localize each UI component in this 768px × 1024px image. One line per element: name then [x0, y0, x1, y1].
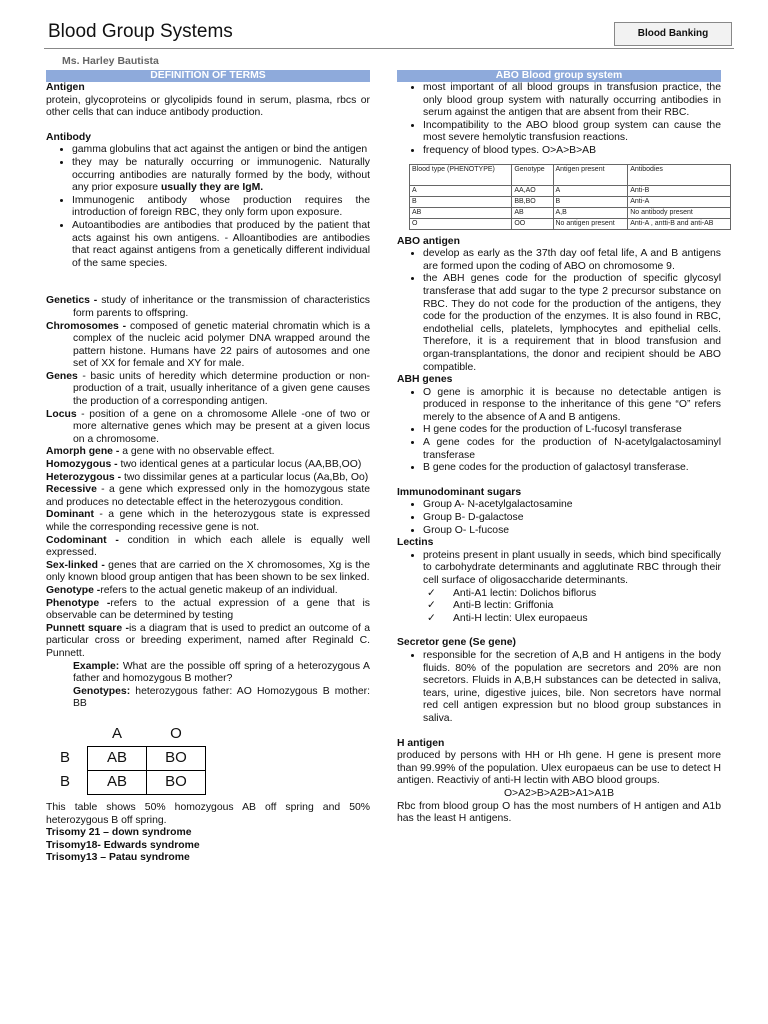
definition-band: DEFINITION OF TERMS: [46, 70, 370, 82]
lectins-list: [397, 550, 721, 588]
punnett-col-header: A: [111, 725, 122, 743]
check-item: ✓ Anti-B lectin: Griffonia: [453, 600, 721, 613]
h-antigen-text: produced by persons with HH or Hh gene. H gene is present more than 99.99% of the population. Ulex europaeus can be use to detect H antigen. Reactiviy of anti-H lectin with ABO blood groups.: [397, 750, 721, 787]
term-genotype: Genotype -refers to the actual genetic makeup of an individual.: [46, 584, 338, 596]
secretor-heading: Secretor gene (Se gene): [397, 637, 516, 649]
list-item: • they may be naturally occurring or immunogenic. Naturally occurring antibodies are naturally formed by the body, without any prior exposure usually they are IgM.: [72, 157, 370, 195]
list-item: • gamma globulins that act against the antigen or bind the antigen: [72, 144, 370, 157]
punnett-cell: AB: [88, 746, 147, 770]
list-item: • Incompatibility to the ABO blood group system can cause the most severe hemolytic transfusion reactions.: [423, 120, 721, 145]
table-cell: A: [410, 185, 512, 196]
list-item: • O gene is amorphic it is because no detectable antigen is produced in response to the inheritance of this gene “O” refers merely to the absence of A and B antigens.: [423, 387, 721, 425]
trisomy-18: Trisomy18- Edwards syndrome: [46, 839, 200, 851]
table-cell: B: [410, 196, 512, 207]
list-item: • the ABH genes code for the production of specific glycosyl transferase that add sugar to the type 2 precursor substance on RBC. They do not code for the production of the antigens, they code for the production of the enzymes. It is also found in RBC, endothelial cells, platelets, lymphocytes and epithelial cells. Therefore, it is a requirement that in blood transfusion and organ-transplantations, the donor and recipient should be ABO compatible.: [423, 273, 721, 374]
list-item: • A gene codes for the production of N-acetylgalactosaminyl transferase: [423, 437, 721, 462]
punnett-square: [59, 723, 206, 795]
check-item: ✓ Anti-A1 lectin: Dolichos biflorus: [453, 588, 721, 601]
table-row: [410, 218, 731, 229]
term-locus: Locus - position of a gene on a chromosome Allele -one of two or more alternative genes which may be present at a given locus on a chromosome.: [46, 408, 370, 445]
list-item: • Autoantibodies are antibodies that produced by the patient that acts against his own antigens. - Alloantibodies are antibodies that react against antigens from a genetically different individual of the same species.: [72, 220, 370, 270]
term-chromosomes: Chromosomes - composed of genetic material chromatin which is a complex of the nucleic acid polymer DNA wrapped around the pattern histone. Humans have 22 pairs of autosomes and one set of XX for female and XY for male.: [46, 320, 370, 370]
secretor-list: [397, 650, 721, 726]
list-item: • Group B- D-galactose: [423, 512, 721, 525]
table-cell: A,B: [553, 207, 628, 218]
punnett-cell: BO: [147, 746, 206, 770]
punnett-cell: AB: [88, 770, 147, 794]
term-punnett: Punnett square -is a diagram that is used to predict an outcome of a particular cross or breeding experiment, named after Reginald C. Punnett.: [46, 622, 371, 659]
term-phenotype: Phenotype -refers to the actual expression of a gene that is observable can be determined by testing: [46, 597, 370, 622]
section-badge: Blood Banking: [614, 22, 732, 46]
list-item: • frequency of blood types. O>A>B>AB: [423, 145, 721, 158]
table-cell: B: [553, 196, 628, 207]
list-item: • Group O- L-fucose: [423, 525, 721, 538]
igm-note: usually they are IgM.: [160, 182, 264, 194]
antibody-heading: Antibody: [46, 131, 92, 143]
list-item: • proteins present in plant usually in seeds, which bind specifically to carbohydrate determinants and agglutinate RBC through their cell surface of oligosaccharide determinants.: [423, 550, 721, 588]
table-header: Antigen present: [553, 164, 628, 185]
punnett-col-header: O: [170, 725, 182, 743]
page-title: Blood Group Systems: [48, 21, 233, 42]
list-item: • develop as early as the 37th day oof fetal life, A and B antigens are formed upon the coding of ABO on chromosome 9.: [423, 248, 721, 273]
list-item: • Immunogenic antibody whose production requires the introduction of foreign RBC, they only form upon exposure.: [72, 195, 370, 220]
author: Ms. Harley Bautista: [62, 55, 159, 67]
list-item: • H gene codes for the production of L-fucosyl transferase: [423, 424, 721, 437]
left-column: [46, 70, 370, 865]
term-dominant: Dominant - a gene which in the heterozygous state is expressed while the corresponding recessive gene is not.: [46, 509, 370, 533]
header-divider: [44, 48, 734, 49]
genotypes: Genotypes: heterozygous father: AO Homozygous B mother: BB: [73, 685, 370, 710]
term-codominant: Codominant - condition in which each allele is equally well expressed.: [46, 534, 370, 559]
check-item: ✓ Anti-H lectin: Ulex europaeus: [453, 613, 721, 626]
table-row: [410, 196, 731, 207]
list-item: • B gene codes for the production of galactosyl transferase.: [423, 462, 721, 475]
list-item: • Group A- N-acetylgalactosamine: [423, 499, 721, 512]
term-genes: Genes - basic units of heredity which determine production or non-production of a trait, usually inheritance of a given gene causes the production of a corresponding antigen.: [46, 370, 370, 408]
abh-heading: ABH genes: [397, 374, 453, 386]
table-cell: AB: [512, 207, 553, 218]
punnett-cell: BO: [147, 770, 206, 794]
term-recessive: Recessive - a gene which expressed only in the homozygous state and produces no detectable effect in the heterozygous condition.: [46, 484, 370, 508]
table-row: [410, 207, 731, 218]
trisomy-13: Trisomy13 – Patau syndrome: [46, 852, 190, 864]
table-cell: AA,AO: [512, 185, 553, 196]
list-item: • responsible for the secretion of A,B and H antigens in the body fluids. 80% of the population are secretors and 20% are non secretors. Fluids in A,B,H substances can be detected in saliva, tears, urine, digestive juices, bile. Non secretors have normal red cell antigen expression but no blood group substances in saliva.: [423, 650, 721, 726]
abh-list: [397, 387, 721, 475]
terms-list-2: [46, 484, 370, 660]
abo-band: ABO Blood group system: [397, 70, 721, 82]
table-cell: A: [553, 185, 628, 196]
h-antigen-final: Rbc from blood group O has the most numbers of H antigen and A1b has the least H antigens.: [397, 800, 721, 825]
blood-type-table: [409, 164, 731, 230]
right-column: [397, 70, 721, 826]
h-antigen-heading: H antigen: [397, 737, 445, 749]
abo-antigen-heading: ABO antigen: [397, 235, 460, 247]
table-header: Antibodies: [628, 164, 731, 185]
antibody-list: [46, 144, 370, 270]
list-item: • most important of all blood groups in transfusion practice, the only blood group system with naturally occurring antibodies in serum against the antigen that are absent from their RBC.: [423, 82, 721, 120]
table-note: This table shows 50% homozygous AB off spring and 50% heterozygous B off spring.: [46, 801, 370, 826]
immunodominant-heading: Immunodominant sugars: [397, 486, 522, 498]
abo-list: [397, 82, 721, 158]
term-heterozygous: Heterozygous - two dissimilar genes at a particular locus (Aa,Bb, Oo): [46, 471, 369, 483]
table-cell: BB,BO: [512, 196, 553, 207]
lectins-heading: Lectins: [397, 537, 434, 549]
table-cell: OO: [512, 218, 553, 229]
lectins-check-list: [397, 588, 721, 626]
trisomy-21: Trisomy 21 – down syndrome: [46, 827, 192, 839]
table-cell: No antigen present: [553, 218, 628, 229]
terms-list: [46, 295, 370, 484]
table-cell: No antibody present: [628, 207, 731, 218]
table-cell: O: [410, 218, 512, 229]
abo-antigen-list: [397, 248, 721, 374]
punnett-row-header: B: [60, 773, 71, 791]
h-antigen-order: O>A2>B>A2B>A1>A1B: [503, 787, 615, 799]
term-sex-linked: Sex-linked - genes that are carried on the X chromosomes, Xg is the only known blood group antigen that has been shown to be sex linked.: [46, 559, 371, 584]
antigen-text: protein, glycoproteins or glycolipids found in serum, plasma, rbcs or other cells that can induce antibody production.: [46, 94, 370, 119]
punnett-row-header: B: [60, 749, 71, 767]
antigen-heading: Antigen: [46, 82, 85, 93]
table-header: Genotype: [512, 164, 553, 185]
table-cell: AB: [410, 207, 512, 218]
example: Example: What are the possible off spring of a heterozygous A father and homozygous B mother?: [73, 660, 370, 685]
term-amorph: Amorph gene - a gene with no observable effect.: [46, 446, 275, 458]
term-homozygous: Homozygous - two identical genes at a particular locus (AA,BB,OO): [46, 459, 362, 471]
table-cell: Anti-A: [628, 196, 731, 207]
table-cell: Anti-A , antti-B and anti-AB: [628, 218, 731, 229]
immunodominant-list: [397, 499, 721, 537]
table-header: Blood type (PHENOTYPE): [410, 164, 512, 185]
table-cell: Anti-B: [628, 185, 731, 196]
table-row: [410, 185, 731, 196]
term-genetics: Genetics - study of inheritance or the transmission of characteristics form parents to offspring.: [46, 295, 371, 319]
